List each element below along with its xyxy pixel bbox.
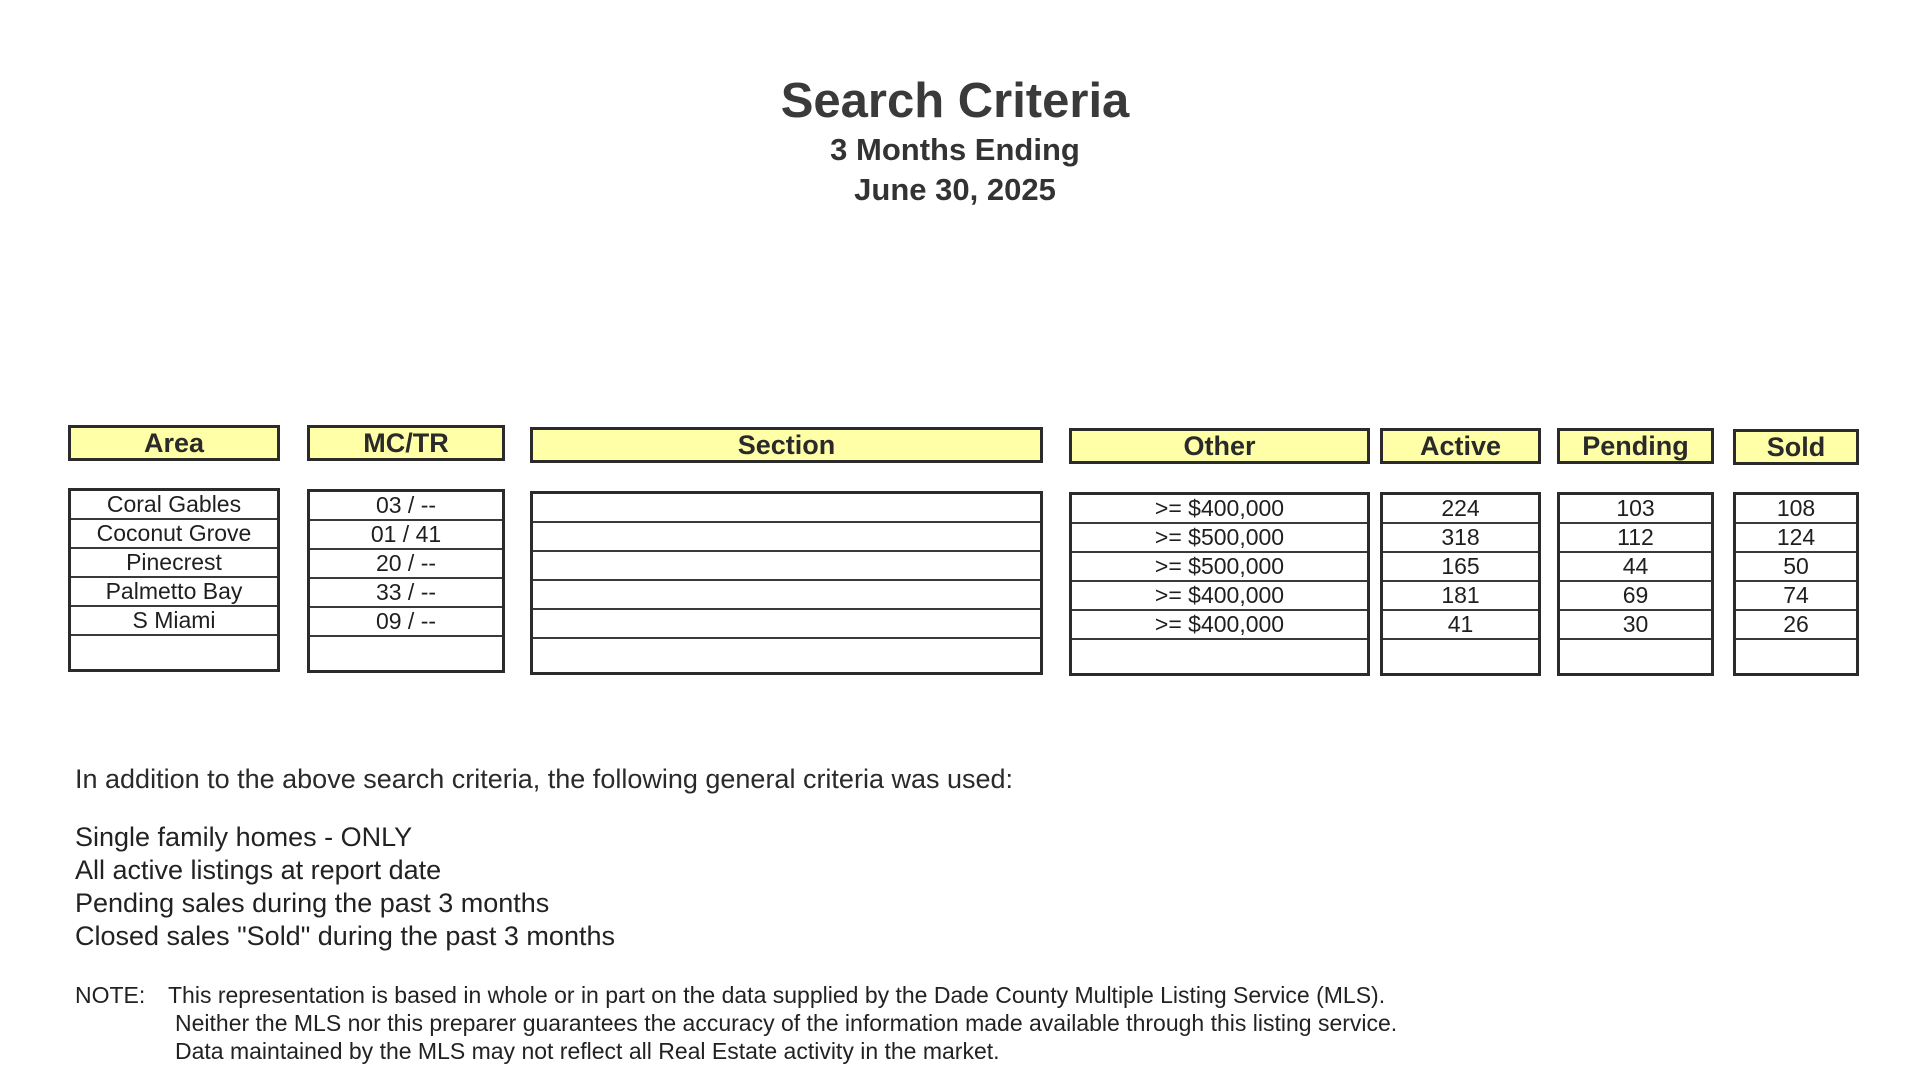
table-cell: 26 <box>1736 611 1856 640</box>
note-text <box>168 981 1397 1065</box>
table-cell <box>1072 640 1367 673</box>
column-body-active <box>1380 492 1541 676</box>
table-cell: 30 <box>1560 611 1711 640</box>
column-header-other: Other <box>1069 428 1370 464</box>
table-cell: 74 <box>1736 582 1856 611</box>
list-item: All active listings at report date <box>75 855 442 885</box>
table-cell: 181 <box>1383 582 1538 611</box>
list-item: Pending sales during the past 3 months <box>75 888 550 918</box>
column-header-sold: Sold <box>1733 429 1859 465</box>
table-cell: 108 <box>1736 495 1856 524</box>
column-header-section: Section <box>530 427 1043 463</box>
table-cell: >= $400,000 <box>1072 582 1367 611</box>
column-header-area: Area <box>68 425 280 461</box>
table-cell <box>1560 640 1711 673</box>
table-cell: 01 / 41 <box>310 521 502 550</box>
table-cell <box>71 636 277 669</box>
table-cell: 112 <box>1560 524 1711 553</box>
table-cell: 103 <box>1560 495 1711 524</box>
table-cell: >= $500,000 <box>1072 524 1367 553</box>
criteria-list <box>75 821 615 953</box>
column-header-pending: Pending <box>1557 428 1714 464</box>
column-header-mctr: MC/TR <box>307 425 505 461</box>
report-header <box>0 72 1910 210</box>
table-cell <box>533 523 1040 552</box>
table-cell: S Miami <box>71 607 277 636</box>
note-line: This representation is based in whole or in part on the data supplied by the Dade County Multiple Listing Service (MLS). <box>168 982 1386 1008</box>
table-cell <box>533 494 1040 523</box>
column-body-pending <box>1557 492 1714 676</box>
table-cell: 33 / -- <box>310 579 502 608</box>
table-cell: Pinecrest <box>71 549 277 578</box>
table-cell: Coconut Grove <box>71 520 277 549</box>
table-cell: 69 <box>1560 582 1711 611</box>
table-cell: 41 <box>1383 611 1538 640</box>
note-line: Neither the MLS nor this preparer guarantees the accuracy of the information made available through this listing service. <box>175 1010 1398 1036</box>
column-body-mctr <box>307 489 505 673</box>
page-title: Search Criteria <box>780 74 1130 128</box>
column-header-active: Active <box>1380 428 1541 464</box>
report-date: June 30, 2025 <box>854 172 1056 207</box>
note-label: NOTE: <box>75 982 146 1008</box>
table-cell: Palmetto Bay <box>71 578 277 607</box>
table-cell: 224 <box>1383 495 1538 524</box>
table-cell: >= $400,000 <box>1072 611 1367 640</box>
table-cell <box>1383 640 1538 673</box>
table-cell <box>310 637 502 670</box>
column-body-area <box>68 488 280 672</box>
table-cell: 318 <box>1383 524 1538 553</box>
table-cell: 03 / -- <box>310 492 502 521</box>
table-cell: 165 <box>1383 553 1538 582</box>
table-cell: 44 <box>1560 553 1711 582</box>
criteria-intro: In addition to the above search criteria, the following general criteria was used: <box>75 764 1014 794</box>
table-cell <box>533 639 1040 672</box>
report-period: 3 Months Ending <box>830 132 1080 167</box>
column-body-other <box>1069 492 1370 676</box>
table-cell: 09 / -- <box>310 608 502 637</box>
table-cell <box>533 581 1040 610</box>
list-item: Single family homes - ONLY <box>75 822 413 852</box>
table-cell: 124 <box>1736 524 1856 553</box>
table-cell <box>533 552 1040 581</box>
table-cell <box>1736 640 1856 673</box>
table-cell: >= $500,000 <box>1072 553 1367 582</box>
note-line: Data maintained by the MLS may not reflect all Real Estate activity in the market. <box>175 1038 1000 1064</box>
column-body-sold <box>1733 492 1859 676</box>
table-cell: Coral Gables <box>71 491 277 520</box>
table-cell: 20 / -- <box>310 550 502 579</box>
column-body-section <box>530 491 1043 675</box>
list-item: Closed sales "Sold" during the past 3 months <box>75 921 615 951</box>
table-cell: >= $400,000 <box>1072 495 1367 524</box>
table-cell: 50 <box>1736 553 1856 582</box>
table-cell <box>533 610 1040 639</box>
